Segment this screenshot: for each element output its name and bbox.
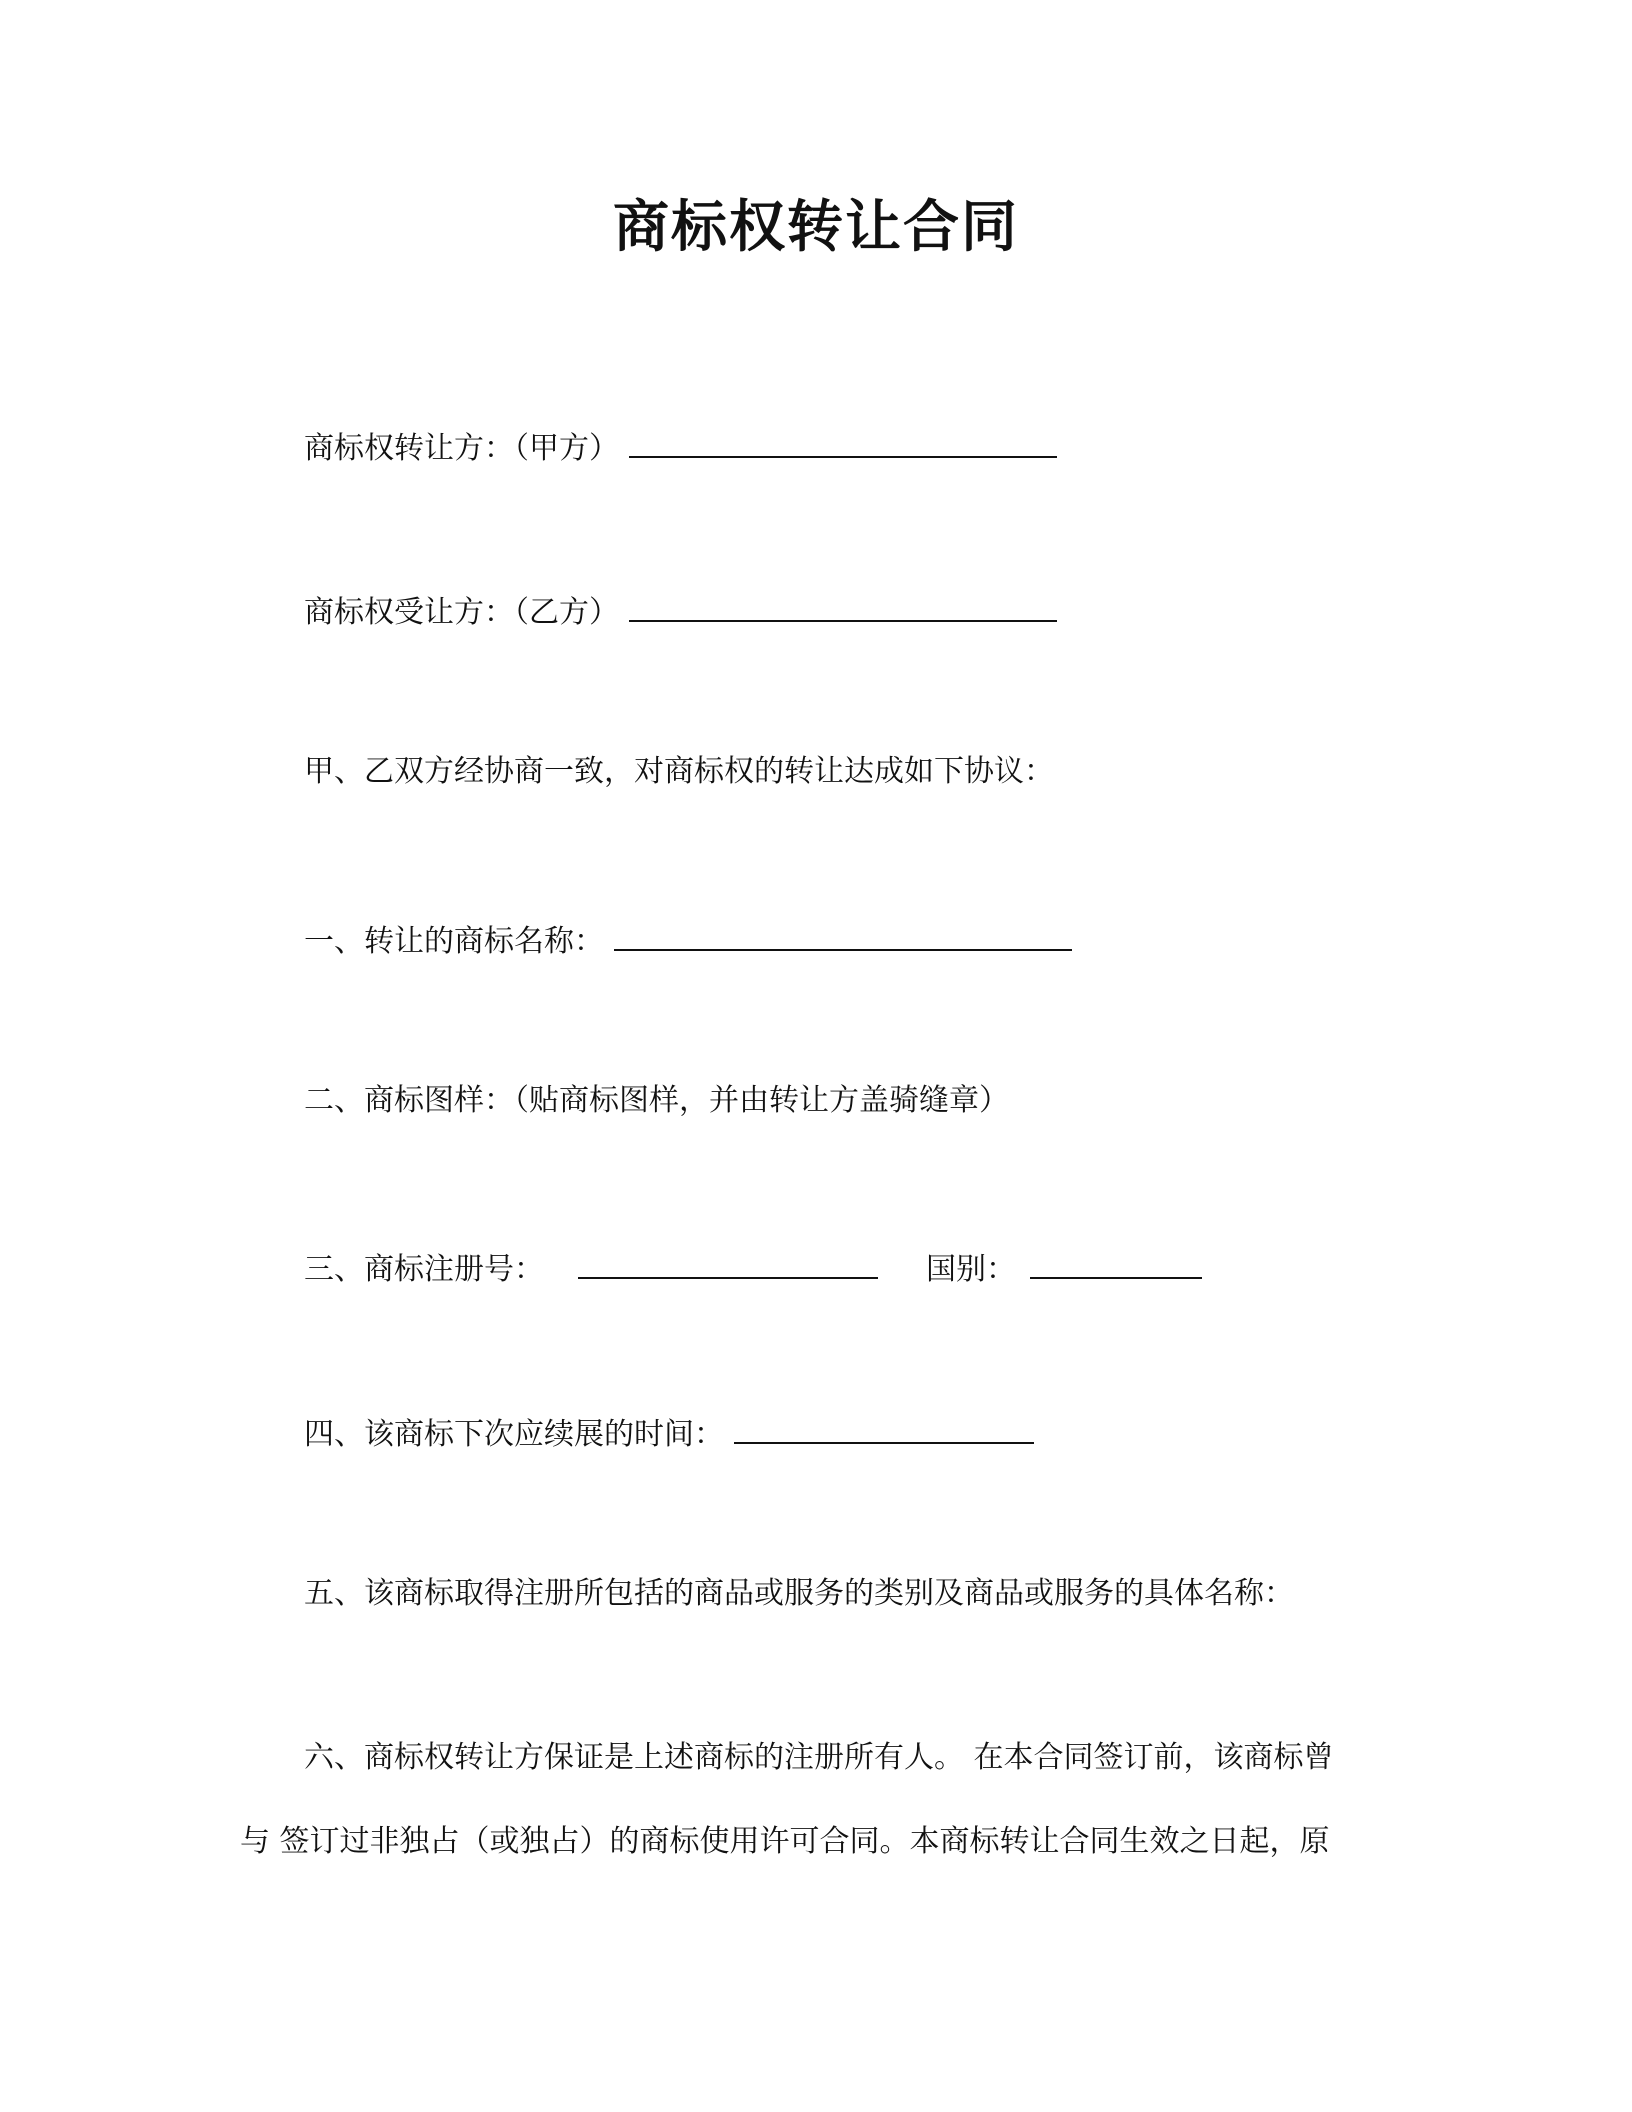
document-title: 商标权转让合同 — [613, 195, 1019, 260]
clause-1-line — [304, 917, 1072, 962]
clause-3-label: 三、商标注册号： — [304, 1252, 544, 1287]
registration-number-blank[interactable] — [578, 1245, 878, 1279]
clause-6-line-1: 六、商标权转让方保证是上述商标的注册所有人。 在本合同签订前，该商标曾 — [304, 1740, 1334, 1775]
clause-5-text: 五、该商标取得注册所包括的商品或服务的类别及商品或服务的具体名称： — [304, 1576, 1294, 1611]
intro-text: 甲、乙双方经协商一致，对商标权的转让达成如下协议： — [304, 754, 1054, 789]
clause-1-label: 一、转让的商标名称： — [304, 924, 604, 959]
transferor-blank[interactable] — [629, 424, 1057, 458]
clause-4-line — [304, 1410, 1034, 1455]
transferee-line — [304, 588, 1057, 633]
clause-3-line — [304, 1245, 1202, 1290]
clause-2-line — [304, 1081, 1009, 1121]
renewal-time-blank[interactable] — [734, 1410, 1034, 1444]
country-label: 国别： — [926, 1252, 1016, 1287]
country-blank[interactable] — [1030, 1245, 1202, 1279]
transferee-blank[interactable] — [629, 588, 1057, 622]
intro-line — [304, 752, 1054, 792]
transferee-label: 商标权受让方：（乙方） — [304, 595, 619, 630]
clause-2-text: 二、商标图样：（贴商标图样，并由转让方盖骑缝章） — [304, 1083, 1009, 1118]
transferor-line — [304, 424, 1057, 469]
clause-6-line-2: 与 签订过非独占（或独占）的商标使用许可合同。本商标转让合同生效之日起，原 — [240, 1824, 1330, 1859]
transferor-label: 商标权转让方：（甲方） — [304, 431, 619, 466]
clause-4-label: 四、该商标下次应续展的时间： — [304, 1417, 724, 1452]
trademark-name-blank[interactable] — [614, 917, 1072, 951]
clause-5-line — [304, 1574, 1294, 1614]
